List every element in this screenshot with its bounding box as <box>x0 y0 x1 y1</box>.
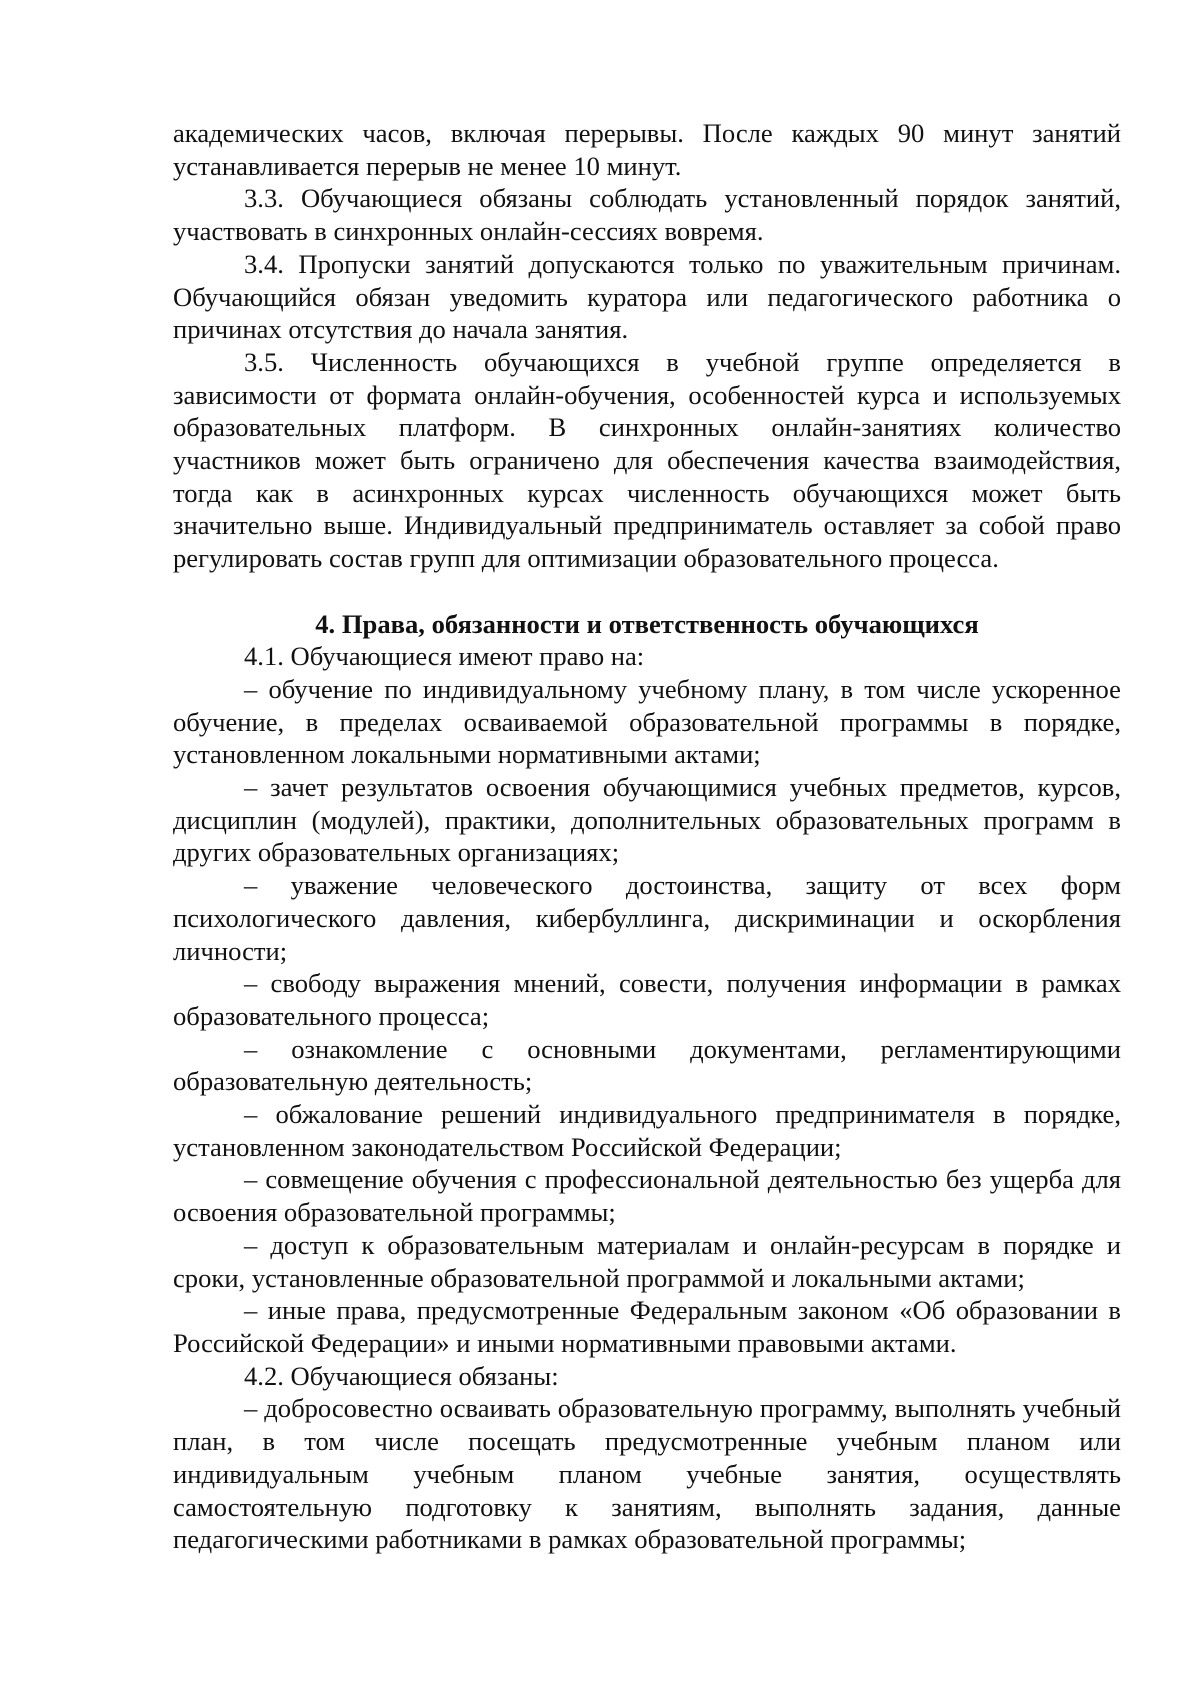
list-item: – обжалование решений индивидуального предпринимателя в порядке, установленном законодательством Российской Федерации; <box>173 1099 1121 1162</box>
paragraph-3-4: 3.4. Пропуски занятий допускаются только по уважительным причинам. Обучающийся обязан уведомить куратора или педагогического работника о причинах отсутствия до начала занятия. <box>173 248 1121 345</box>
section-heading: 4. Права, обязанности и ответственность обучающихся <box>315 608 979 639</box>
paragraph-3-5: 3.5. Численность обучающихся в учебной группе определяется в зависимости от формата онлайн-обучения, особенностей курса и используемых образовательных платформ. В синхронных онлайн-занятиях количество участников может быть ограничено для обеспечения качества взаимодействия, тогда как в асинхронных курсах численность обучающихся может быть значительно выше. Индивидуальный предприниматель оставляет за собой право регулировать состав групп для оптимизации образовательного процесса. <box>173 346 1121 574</box>
list-item: – совмещение обучения с профессиональной деятельностью без ущерба для освоения образовательной программы; <box>173 1164 1121 1228</box>
list-item: – уважение человеческого достоинства, защиту от всех форм психологического давления, кибербуллинга, дискриминации и оскорбления личности; <box>173 870 1121 966</box>
paragraph-continuation: академических часов, включая перерывы. После каждых 90 минут занятий устанавливается перерыв не менее 10 минут. <box>173 118 1121 181</box>
page-text <box>173 117 1121 1556</box>
list-item: – доступ к образовательным материалам и онлайн-ресурсам в порядке и сроки, установленные образовательной программой и локальными актами; <box>173 1229 1121 1293</box>
paragraph-4-1: 4.1. Обучающиеся имеют право на: <box>244 641 645 672</box>
list-item: – свободу выражения мнений, совести, получения информации в рамках образовательного процесса; <box>173 968 1121 1031</box>
section-spacer <box>173 575 1121 608</box>
paragraph-4-2: 4.2. Обучающиеся обязаны: <box>244 1360 559 1391</box>
paragraph-3-3: 3.3. Обучающиеся обязаны соблюдать установленный порядок занятий, участвовать в синхронных онлайн-сессиях вовремя. <box>173 183 1121 247</box>
list-item: – зачет результатов освоения обучающимися учебных предметов, курсов, дисциплин (модулей), практики, дополнительных образовательных программ в других образовательных организациях; <box>173 772 1121 868</box>
list-item: – обучение по индивидуальному учебному плану, в том числе ускоренное обучение, в пределах осваиваемой образовательной программы в порядке, установленном локальными нормативными актами; <box>173 673 1121 770</box>
list-item: – ознакомление с основными документами, регламентирующими образовательную деятельность; <box>173 1033 1121 1097</box>
list-item: – иные права, предусмотренные Федеральным законом «Об образовании в Российской Федерации» и иными нормативными правовыми актами. <box>173 1295 1121 1358</box>
list-item: – добросовестно осваивать образовательную программу, выполнять учебный план, в том числе посещать предусмотренные учебным планом или индивидуальным учебным планом учебные занятия, осуществлять самостоятельную подготовку к занятиям, выполнять задания, данные педагогическими работниками в рамках образовательной программы; <box>173 1393 1121 1555</box>
